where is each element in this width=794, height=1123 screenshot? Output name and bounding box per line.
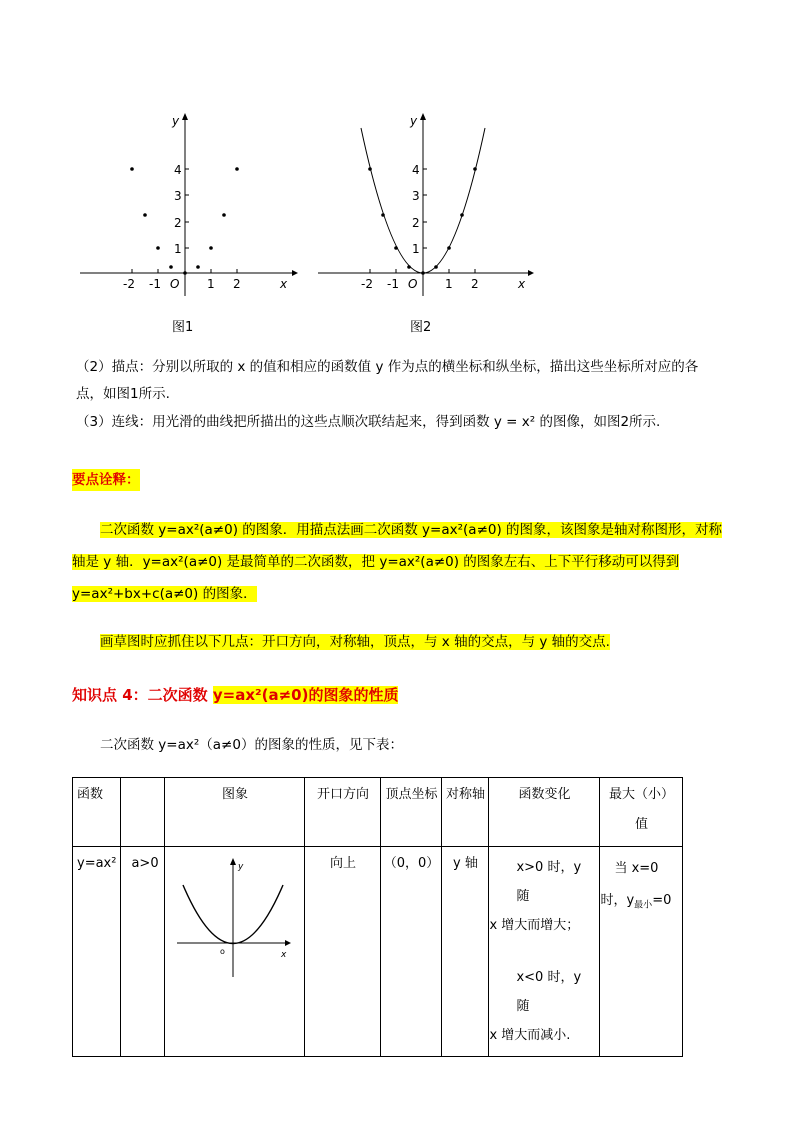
notes-paragraph-2 (100, 626, 610, 658)
fig1-point (196, 265, 200, 269)
th-function: 函数 (77, 787, 104, 802)
cell-graph-o-label: o (220, 947, 226, 956)
fig1-xtick-m2: -2 (123, 277, 135, 291)
step-3-text: （3）连线：用光滑的曲线把所描出的这些点顺次联结起来，得到函数 y = x² 的图像，如图2所示. (76, 414, 661, 430)
fig2-y-label: y (410, 114, 418, 128)
cell-change-2b: x 增大而减小. (489, 1028, 571, 1043)
cell-change-1a: x>0 时，y 随 (516, 860, 582, 904)
fig1-point (143, 213, 147, 217)
properties-table (72, 777, 683, 1057)
fig2-point (381, 213, 385, 217)
fig2-xtick-2: 2 (471, 277, 479, 291)
fig2-origin-label: O (408, 277, 418, 291)
figure-1-scatter (70, 108, 300, 298)
cell-graph-parabola (165, 847, 304, 987)
fig1-point (222, 213, 226, 217)
fig1-point (235, 167, 239, 171)
fig2-x-label: x (518, 277, 526, 291)
th-vertex: 顶点坐标 (385, 787, 438, 802)
notes-p1-line-2: 轴是 y 轴．y=ax²(a≠0) 是最简单的二次函数，把 y=ax²(a≠0) 的图象左右、上下平行移动可以得到 (72, 554, 680, 570)
fig2-ytick-3: 3 (412, 189, 420, 203)
notes-paragraph-1 (72, 514, 722, 610)
th-opening: 开口方向 (316, 787, 369, 802)
cell-extreme-2: 时，y (600, 893, 635, 908)
fig1-ytick-1: 1 (174, 242, 182, 256)
th-extreme-2: 值 (634, 817, 648, 832)
fig1-x-label: x (280, 277, 288, 291)
th-graph: 图象 (221, 787, 248, 802)
table-intro: 二次函数 y=ax²（a≠0）的图象的性质，见下表： (100, 737, 403, 753)
fig1-point (209, 246, 213, 250)
fig1-ytick-2: 2 (174, 216, 182, 230)
figure-1-caption: 图1 (172, 320, 194, 335)
fig1-point (169, 265, 173, 269)
cell-opening: 向上 (329, 856, 356, 871)
fig2-point (368, 167, 372, 171)
fig1-point (183, 271, 187, 275)
fig2-xtick-m2: -2 (361, 277, 373, 291)
section-4-formula: y=ax²(a≠0) (212, 686, 309, 704)
fig2-xtick-1: 1 (445, 277, 453, 291)
figure-2-parabola (310, 108, 540, 298)
fig1-origin-label: O (170, 277, 180, 291)
step-2-line-1: （2）描点：分别以所取的 x 的值和相应的函数值 y 作为点的横坐标和纵坐标，描出这些坐标所对应的各 (76, 359, 699, 375)
fig1-xtick-m1: -1 (149, 277, 161, 291)
notes-p1-line-1: 二次函数 y=ax²(a≠0) 的图象．用描点法画二次函数 y=ax²(a≠0) 的图象，该图象是轴对称图形，对称 (100, 522, 723, 538)
th-extreme: 最大（小） (608, 787, 674, 802)
cell-graph-x-label: x (281, 950, 287, 960)
th-change: 函数变化 (518, 787, 571, 802)
step-2-line-2: 点，如图1所示. (76, 386, 170, 402)
fig2-point (407, 265, 411, 269)
cell-axis: y 轴 (453, 856, 478, 871)
fig1-y-label: y (172, 114, 180, 128)
section-4-prefix: 知识点 4：二次函数 (72, 686, 213, 704)
cell-condition: a>0 (131, 856, 159, 871)
cell-extreme-1: 当 x=0 (614, 861, 659, 876)
th-axis: 对称轴 (445, 787, 485, 802)
cell-graph-y-label: y (238, 862, 244, 872)
fig2-point (473, 167, 477, 171)
fig2-point (434, 265, 438, 269)
notes-p1-line-3: y=ax²+bx+c(a≠0) 的图象． (72, 586, 257, 602)
section-4-heading (72, 684, 398, 705)
cell-function: y=ax² (77, 856, 117, 871)
notes-heading: 要点诠释： (72, 469, 140, 491)
fig1-xtick-2: 2 (233, 277, 241, 291)
section-4-suffix: 的图象的性质 (308, 686, 399, 704)
fig2-point (447, 246, 451, 250)
notes-p2-text: 画草图时应抓住以下几点：开口方向，对称轴，顶点，与 x 轴的交点，与 y 轴的交点. (100, 634, 610, 650)
fig2-ytick-2: 2 (412, 216, 420, 230)
fig1-xtick-1: 1 (207, 277, 215, 291)
fig2-xtick-m1: -1 (387, 277, 399, 291)
th-empty (121, 778, 164, 790)
figure-2-caption: 图2 (410, 320, 432, 335)
cell-extreme-sub: 最小 (634, 900, 653, 911)
fig2-ytick-4: 4 (412, 163, 420, 177)
cell-change-1b: x 增大而增大； (489, 918, 580, 933)
fig1-point (156, 246, 160, 250)
fig2-point (394, 246, 398, 250)
fig2-point (421, 271, 425, 275)
cell-vertex: （0，0） (383, 856, 440, 871)
fig1-ytick-3: 3 (174, 189, 182, 203)
fig1-point (130, 167, 134, 171)
fig1-ytick-4: 4 (174, 163, 182, 177)
cell-change-2a: x<0 时，y 随 (516, 970, 582, 1014)
cell-extreme-3: =0 (652, 893, 672, 908)
fig2-point (460, 213, 464, 217)
fig2-ytick-1: 1 (412, 242, 420, 256)
